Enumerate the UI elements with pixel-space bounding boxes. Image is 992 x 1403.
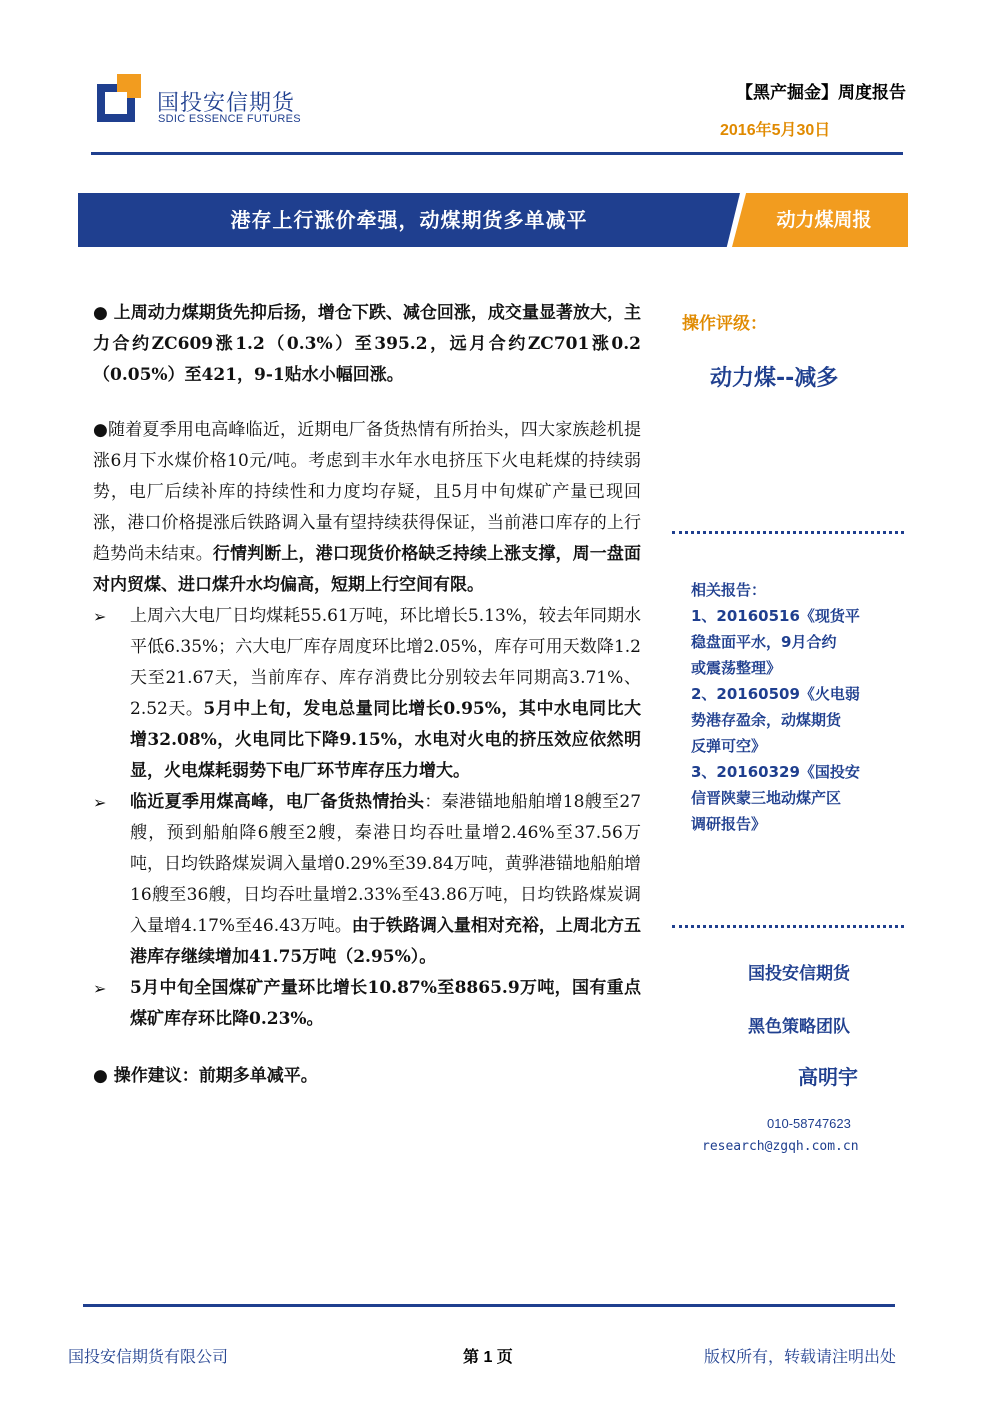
header-divider: [91, 152, 903, 155]
logo-text-cn: 国投安信期货: [157, 91, 296, 116]
analysis-paragraph: ●随着夏季用电高峰临近，近期电厂备货热情有所抬头，四大家族趁机提涨6月下水煤价格10元/吨。考虑到丰水年水电挤压下火电耗煤的持续弱势，电厂后续补库的持续性和力度均存疑，且5月中旬煤矿产量已现回涨，港口价格提涨后铁路调入量有望持续获得保证，当前港口库存的上行趋势尚未结束。行情判断上，港口现货价格缺乏持续上涨支撑，周一盘面对内贸煤、进口煤升水均偏高，短期上行空间有限。: [93, 420, 642, 595]
main-content: [93, 298, 641, 1092]
arrow-bullet-icon: ➢: [93, 793, 107, 812]
operation-advice: ● 操作建议：前期多单减平。: [93, 1066, 318, 1086]
arrow-bullet-icon: ➢: [93, 979, 107, 998]
report-date: 2016年5月30日: [720, 122, 831, 139]
related-report-line[interactable]: 反弹可空》: [691, 737, 767, 755]
contact-phone: 010-58747623: [767, 1116, 851, 1131]
sidebar-company: 国投安信期货: [748, 964, 850, 984]
related-report-line[interactable]: 或震荡整理》: [691, 659, 782, 677]
footer-divider: [83, 1304, 895, 1307]
related-report-line[interactable]: 信晋陕蒙三地动煤产区: [691, 789, 842, 807]
summary-paragraph: ● 上周动力煤期货先抑后扬，增仓下跌、减仓回涨，成交量显著放大，主力合约ZC609涨1.2（0.3%）至395.2，远月合约ZC701涨0.2（0.05%）至421，9-1贴水小幅回涨。: [93, 303, 641, 385]
related-report-line[interactable]: 1、20160516《现货平: [691, 607, 860, 625]
footer-company: 国投安信期货有限公司: [68, 1347, 229, 1366]
sidebar-author: 高明宇: [798, 1065, 858, 1089]
related-report-line[interactable]: 2、20160509《火电弱: [691, 685, 860, 703]
bullet-item-production: ➢ 5月中旬全国煤矿产量环比增长10.87%至8865.9万吨，国有重点煤矿库存环比降0.23%。: [93, 973, 641, 1035]
related-report-line[interactable]: 稳盘面平水，9月合约: [691, 633, 837, 651]
related-report-line[interactable]: 势港存盈余，动煤期货: [691, 711, 842, 729]
related-report-line[interactable]: 调研报告》: [691, 815, 767, 833]
sidebar-divider: [672, 925, 904, 928]
rating-value: 动力煤--减多: [710, 366, 839, 391]
report-category: 动力煤周报: [776, 209, 872, 231]
report-title: 港存上行涨价牵强，动煤期货多单减平: [230, 208, 588, 232]
related-report-line[interactable]: 3、20160329《国投安: [691, 763, 860, 781]
report-type: 【黑产掘金】周度报告: [736, 83, 906, 103]
related-reports-title: 相关报告：: [691, 581, 767, 599]
rating-label: 操作评级：: [682, 314, 767, 334]
contact-email[interactable]: research@zgqh.com.cn: [702, 1139, 859, 1154]
company-logo-mark: [97, 74, 141, 126]
footer-copyright: 版权所有，转载请注明出处: [704, 1347, 897, 1366]
related-reports: [691, 577, 887, 837]
bullet-item-ports: ➢ 临近夏季用煤高峰，电厂备货热情抬头：秦港锚地船舶增18艘至27艘，预到船舶降6艘至2艘，秦港日均吞吐量增2.46%至37.56万吨，日均铁路煤炭调入量增0.29%至39.84万吨，黄骅港锚地船舶增16艘至36艘，日均吞吐量增2.33%至43.86万吨，日均铁路煤炭调入量增4.17%至46.43万吨。由于铁路调入量相对充裕，上周北方五港库存继续增加41.75万吨（2.95%）。: [93, 787, 641, 973]
page-number: 第 1 页: [463, 1349, 513, 1366]
bullet-item-power-plants: ➢ 上周六大电厂日均煤耗55.61万吨，环比增长5.13%，较去年同期水平低6.35%；六大电厂库存周度环比增2.05%，库存可用天数降1.2天至21.67天，当前库存、库存消费比分别较去年同期高3.71%、2.52天。5月中上旬，发电总量同比增长0.95%，其中水电同比大增32.08%，火电同比下降9.15%，水电对火电的挤压效应依然明显，火电煤耗弱势下电厂环节库存压力增大。: [93, 601, 641, 787]
arrow-bullet-icon: ➢: [93, 607, 107, 626]
sidebar-divider: [672, 531, 904, 534]
logo-text-en: SDIC ESSENCE FUTURES: [158, 113, 301, 125]
sidebar-team: 黑色策略团队: [748, 1017, 850, 1037]
